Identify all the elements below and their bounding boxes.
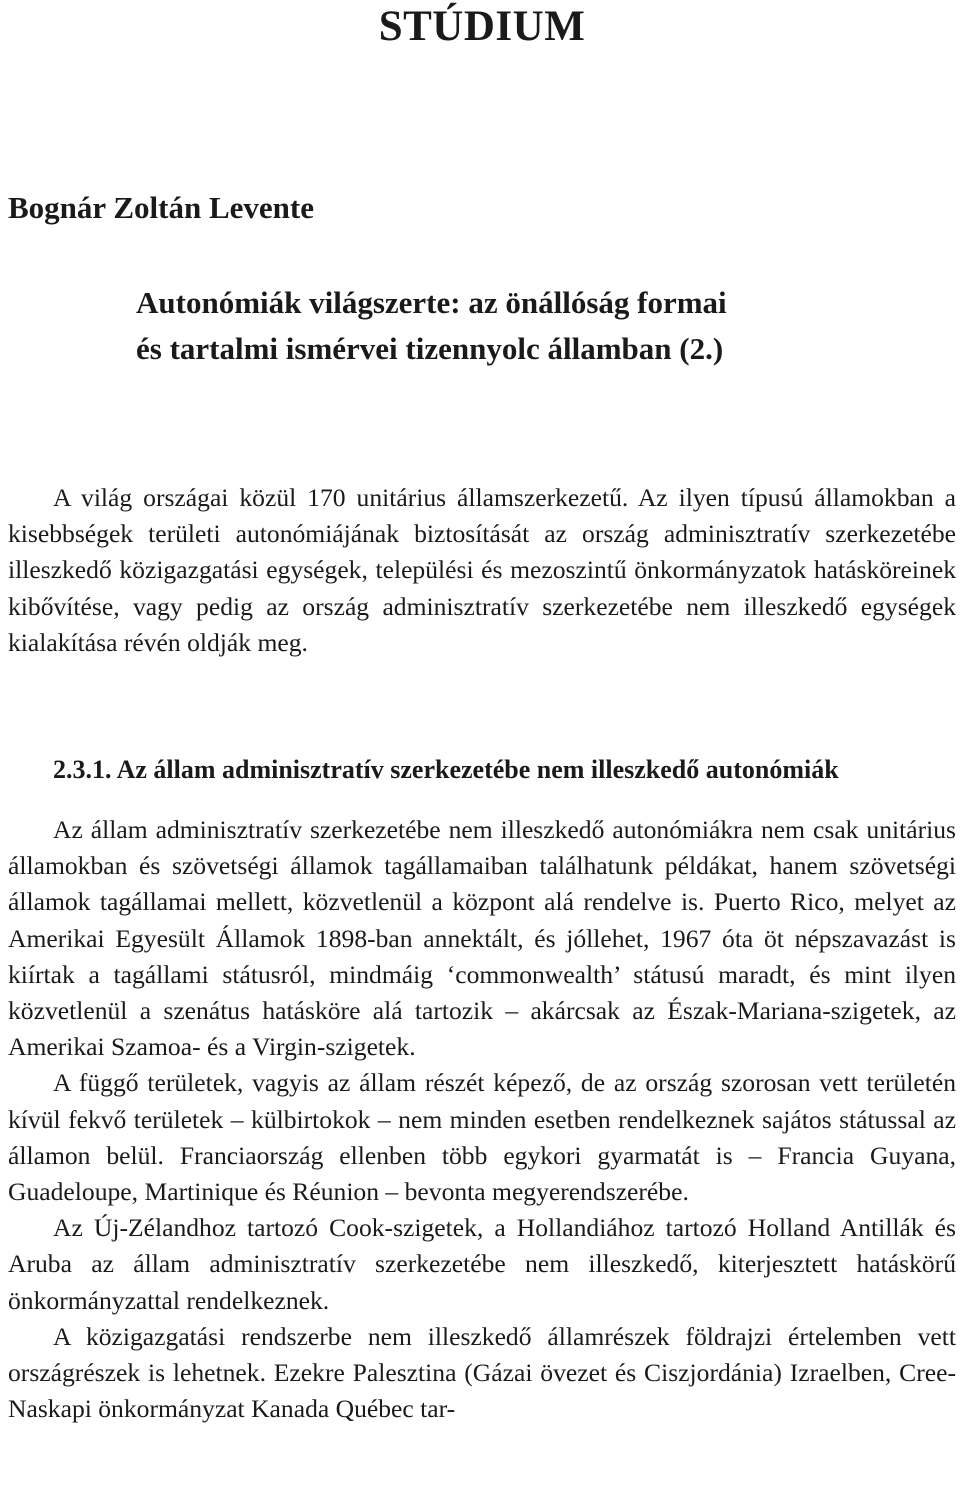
- section-heading: 2.3.1. Az állam adminisztratív szerkezetébe nem illeszkedő autonómiák: [53, 755, 839, 784]
- main-text: [8, 812, 956, 1427]
- body-paragraph-2: A függő területek, vagyis az állam részét képező, de az ország szorosan vett területén kívül fekvő területek – külbirtokok – nem minden esetben rendelkeznek sajátos státussal az államon belül. Franciaország ellenben több egykori gyarmatát is – Francia Guyana, Guadeloupe, Martinique és Réunion – bevonta megyerendszerébe.: [8, 1068, 956, 1207]
- intro-paragraph: A világ országai közül 170 unitárius államszerkezetű. Az ilyen típusú államokban a kisebbségek területi autonómiájának biztosítását az ország adminisztratív szerkezetébe illeszkedő közigazgatási egységek, települési és mezoszintű önkormányzatok hatásköreinek kibővítése, vagy pedig az ország adminisztratív szerkezetébe nem illeszkedő egységek kialakítása révén oldják meg.: [8, 483, 956, 657]
- body-paragraph-1: Az állam adminisztratív szerkezetébe nem illeszkedő autonómiákra nem csak unitárius államokban és szövetségi államok tagállamaiban találhatunk példákat, hanem szövetségi államok tagállamai mellett, közvetlenül a központ alá rendelve is. Puerto Rico, melyet az Amerikai Egyesült Államok 1898-ban annektált, és jóllehet, 1967 óta öt népszavazást is kiírtak a tagállami státusról, mindmáig ‘commonwealth’ státusú maradt, és mint ilyen közvetlenül a szenátus hatásköre alá tartozik – akárcsak az Észak-Mariana-szigetek, az Amerikai Szamoa- és a Virgin-szigetek.: [8, 815, 956, 1062]
- article-title-line-1: Autonómiák világszerte: az önállóság formai: [136, 285, 727, 320]
- article-title: [136, 280, 727, 372]
- article-author: Bognár Zoltán Levente: [8, 190, 314, 225]
- body-paragraph-4: A közigazgatási rendszerbe nem illeszkedő államrészek földrajzi értelemben vett országrészek is lehetnek. Ezekre Palesztina (Gázai övezet és Ciszjordánia) Izraelben, Cree-Naskapi önkormányzat Kanada Québec tar-: [8, 1321, 956, 1424]
- running-header: STÚDIUM: [378, 3, 586, 50]
- body-paragraph-3: Az Új-Zélandhoz tartozó Cook-szigetek, a Hollandiához tartozó Holland Antillák és Aruba az állam adminisztratív szerkezetébe nem illeszkedő, kiterjesztett hatáskörű önkormányzattal rendelkeznek.: [8, 1213, 956, 1315]
- intro-text: [8, 480, 956, 661]
- article-title-line-2: és tartalmi ismérvei tizennyolc államban (2.): [136, 331, 724, 366]
